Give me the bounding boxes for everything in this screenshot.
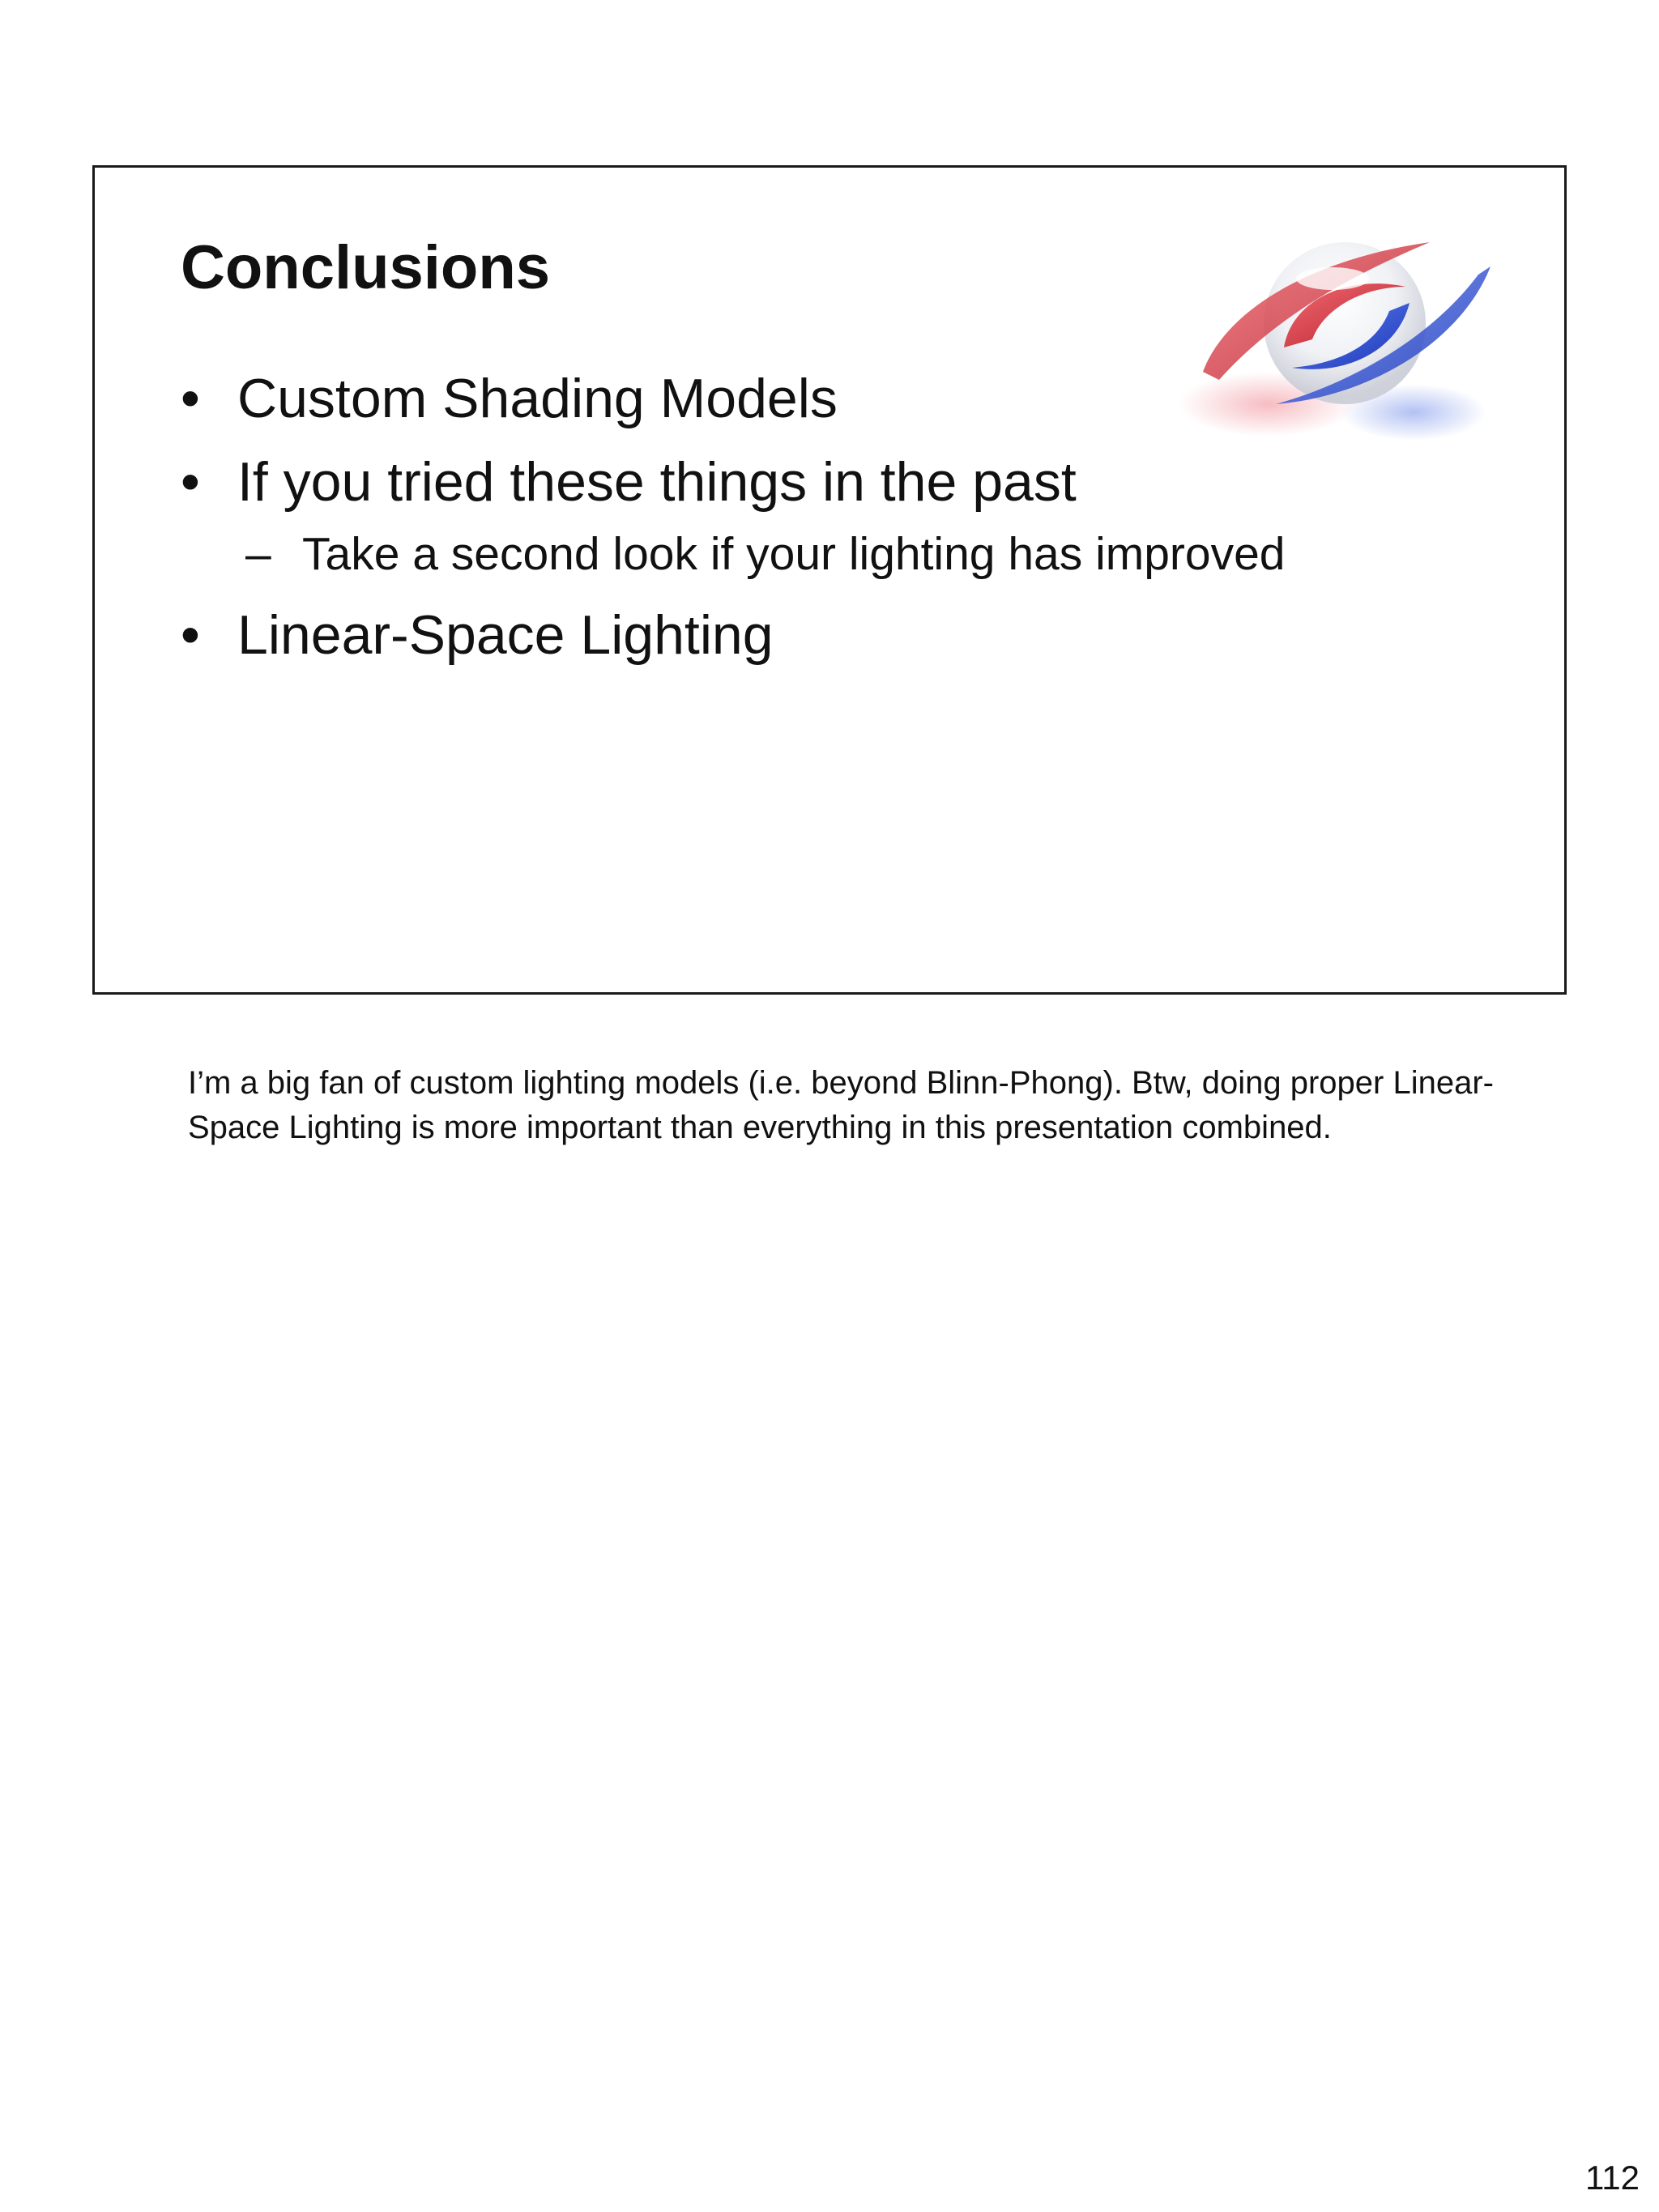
bullet-glyph: • xyxy=(181,604,200,667)
bullet-item xyxy=(181,369,1509,429)
slide-title: Conclusions xyxy=(181,233,551,302)
bullet-text: Linear-Space Lighting xyxy=(237,604,774,667)
bullet-list xyxy=(181,369,1509,688)
bullet-glyph: • xyxy=(181,368,200,429)
sub-bullet-text: Take a second look if your lighting has improved xyxy=(302,527,1286,580)
bullet-item xyxy=(181,605,1509,666)
bullet-glyph: • xyxy=(181,450,200,513)
sub-bullet-item xyxy=(181,529,1509,580)
page-number: 112 xyxy=(1585,2159,1640,2197)
speaker-notes: I’m a big fan of custom lighting models (i.e. beyond Blinn-Phong). Btw, doing proper Linear-Space Lighting is more important than everything in this presentation combined. xyxy=(188,1065,1494,1145)
bullet-item xyxy=(181,452,1509,513)
bullet-text: If you tried these things in the past xyxy=(237,450,1077,513)
sub-bullet-glyph: – xyxy=(245,527,271,580)
slide-frame xyxy=(92,165,1567,995)
bullet-text: Custom Shading Models xyxy=(237,368,838,429)
